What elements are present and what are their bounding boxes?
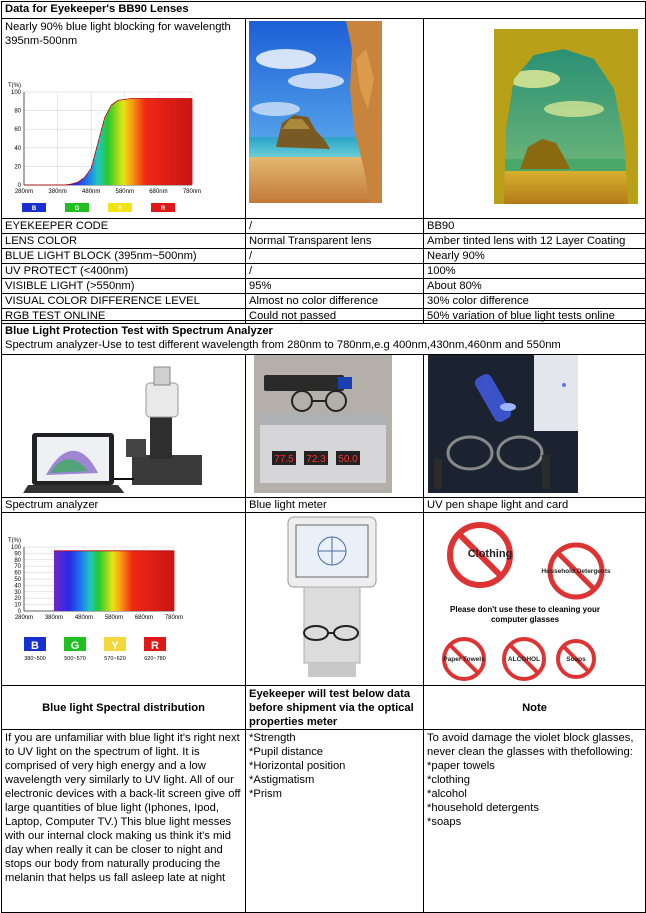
- spec-row-normal: Normal Transparent lens: [246, 234, 424, 249]
- note-item: *household detergents: [427, 801, 642, 815]
- chart-x-tick-label: 380nm: [45, 615, 63, 621]
- lensmeter-photo: [246, 513, 424, 681]
- spectrum-analyzer-photo-cell: [2, 355, 246, 498]
- spectrum-area-slice: [190, 99, 192, 185]
- spec-row-bb90: Amber tinted lens with 12 Layer Coating: [424, 234, 646, 249]
- note-intro: To avoid damage the violet block glasses, never clean the glasses with thefollowing:: [427, 731, 642, 759]
- chart-y-tick-label: 0: [18, 183, 22, 189]
- section-title-spectrum: Blue Light Protection Test with Spectrum Analyzer: [5, 324, 642, 338]
- spec-row-bb90: 50% variation of blue light tests online: [424, 309, 646, 324]
- label-paper: Paper Towels: [443, 656, 485, 663]
- chart-x-tick-label: 480nm: [75, 615, 93, 621]
- spectrum-analyzer-photo: [2, 355, 246, 493]
- test-item: *Prism: [249, 787, 420, 801]
- test-item: *Astigmatism: [249, 773, 420, 787]
- header-test-data: Eyekeeper will test below data before shipment via the optical properties meter: [246, 686, 424, 730]
- chart-y-tick-label: 70: [14, 564, 21, 570]
- chart-x-tick-label: 780nm: [183, 189, 201, 195]
- chart-y-axis-label: T(%): [8, 538, 21, 544]
- caption-uv-pen: UV pen shape light and card: [424, 498, 646, 513]
- header-note: Note: [424, 686, 646, 730]
- legend-letter: G: [71, 640, 80, 652]
- spec-row-normal: 95%: [246, 279, 424, 294]
- meter-reading-2: 72.3: [306, 454, 326, 465]
- spec-row-label: BLUE LIGHT BLOCK (395nm~500nm): [2, 249, 246, 264]
- blue-light-meter-photo-cell: [246, 355, 424, 498]
- chart-y-tick-label: 80: [14, 109, 21, 115]
- chart-y-tick-label: 20: [14, 596, 21, 602]
- meter-reading-3: 50.0: [338, 454, 358, 465]
- label-clothing: Clothing: [468, 548, 513, 560]
- legend-letter: Y: [118, 206, 122, 212]
- spec-row-label: RGB TEST ONLINE: [2, 309, 246, 324]
- spec-row-bb90: 30% color difference: [424, 294, 646, 309]
- spec-row-label: UV PROTECT (<400nm): [2, 264, 246, 279]
- warning-text-wrapper: [434, 605, 616, 633]
- spec-row-normal: /: [246, 264, 424, 279]
- spectrum-area-slice: [173, 551, 175, 611]
- legend-letter: R: [161, 206, 166, 212]
- cleaning-warning-graphic: [424, 513, 646, 681]
- spec-row-label: VISUAL COLOR DIFFERENCE LEVEL: [2, 294, 246, 309]
- lensmeter-photo-cell: [246, 513, 424, 686]
- chart-y-tick-label: 10: [14, 603, 21, 609]
- legend-letter: B: [31, 640, 39, 652]
- chart-y-tick-label: 60: [14, 571, 21, 577]
- chart1-cell: [2, 19, 246, 219]
- spec-row-normal: Almost no color difference: [246, 294, 424, 309]
- cleaning-warning-cell: [424, 513, 646, 686]
- chart-x-tick-label: 580nm: [116, 189, 134, 195]
- cleaning-note: [424, 730, 646, 913]
- blue-light-explanation: If you are unfamiliar with blue light it's right next to UV light on the spectrum of light. It is comprised of very high energy and a low wavelength very similarly to UV light. All of our electronic devices with a back-lit screen give off large quantities of blue light (Iphones, Ipod, Laptop, Computer TV.) This blue light messes with our internal clock making us think it's mid day when really it can be closer to night and stops our body from naturally producing the melanin that helps us fall asleep late at night: [2, 730, 246, 913]
- chart-y-axis-label: T(%): [8, 83, 21, 89]
- note-item: *soaps: [427, 815, 642, 829]
- spec-row-bb90: About 80%: [424, 279, 646, 294]
- section-title-lens-data: Data for Eyekeeper's BB90 Lenses: [2, 2, 646, 19]
- spec-row-label: EYEKEEPER CODE: [2, 219, 246, 234]
- transmission-chart: [2, 55, 245, 213]
- chart-y-tick-label: 80: [14, 558, 21, 564]
- amber-lens-photo-cell: [424, 19, 646, 219]
- spectral-distribution-chart: [2, 513, 246, 681]
- test-item: *Strength: [249, 731, 420, 745]
- chart-y-tick-label: 40: [14, 583, 21, 589]
- header-spectral-distribution: Blue light Spectral distribution: [2, 686, 246, 730]
- test-item: *Horizontal position: [249, 759, 420, 773]
- note-item: *clothing: [427, 773, 642, 787]
- beach-photo-amber: [424, 19, 646, 214]
- spec-row-normal: /: [246, 249, 424, 264]
- legend-range: 620~780: [144, 656, 166, 662]
- uv-pen-photo-cell: [424, 355, 646, 498]
- label-household: Household Detergents: [541, 568, 611, 575]
- spec-row-bb90: Nearly 90%: [424, 249, 646, 264]
- legend-letter: Y: [111, 640, 119, 652]
- blue-light-meter-photo: [246, 355, 424, 493]
- chart2-cell: [2, 513, 246, 686]
- legend-letter: R: [151, 640, 159, 652]
- label-alcohol: ALCOHOL: [508, 656, 540, 663]
- spec-row-bb90: BB90: [424, 219, 646, 234]
- section-spectrum-header: [2, 321, 646, 355]
- spec-row-normal: /: [246, 219, 424, 234]
- spec-row-normal: Could not passed: [246, 309, 424, 324]
- chart-y-tick-label: 50: [14, 577, 21, 583]
- caption-blue-light-meter: Blue light meter: [246, 498, 424, 513]
- beach-photo-normal: [246, 19, 424, 214]
- chart-x-tick-label: 480nm: [82, 189, 100, 195]
- chart-y-tick-label: 20: [14, 164, 21, 170]
- chart-y-tick-label: 60: [14, 127, 21, 133]
- chart-y-tick-label: 90: [14, 551, 21, 557]
- caption-spectrum-analyzer: Spectrum analyzer: [2, 498, 246, 513]
- chart-x-tick-label: 680nm: [149, 189, 167, 195]
- label-soaps: Soaps: [566, 656, 586, 663]
- test-data-list: [246, 730, 424, 913]
- legend-range: 380~500: [24, 656, 46, 662]
- chart-y-tick-label: 30: [14, 590, 21, 596]
- section-subtitle-spectrum: Spectrum analyzer-Use to test different wavelength from 280nm to 780nm,e.g 400nm,430nm,460nm and 550nm: [5, 338, 642, 352]
- chart-x-tick-label: 680nm: [135, 615, 153, 621]
- meter-reading-1: 77.5: [274, 454, 294, 465]
- chart-y-tick-label: 0: [18, 609, 22, 615]
- legend-range: 500~570: [64, 656, 86, 662]
- legend-letter: G: [75, 206, 80, 212]
- chart-y-tick-label: 100: [11, 90, 22, 96]
- chart-x-tick-label: 280nm: [15, 615, 33, 621]
- test-item: *Pupil distance: [249, 745, 420, 759]
- legend-letter: B: [32, 206, 37, 212]
- lens-data-table: [1, 1, 646, 324]
- spec-row-bb90: 100%: [424, 264, 646, 279]
- chart-y-tick-label: 100: [11, 545, 22, 551]
- chart-y-tick-label: 40: [14, 146, 21, 152]
- chart-x-tick-label: 280nm: [15, 189, 33, 195]
- uv-pen-photo: [424, 355, 646, 493]
- chart-x-tick-label: 380nm: [48, 189, 66, 195]
- spec-row-label: VISIBLE LIGHT (>550nm): [2, 279, 246, 294]
- chart1-subtitle: Nearly 90% blue light blocking for wavelength 395nm-500nm: [5, 20, 243, 48]
- legend-range: 570~620: [104, 656, 126, 662]
- spec-row-label: LENS COLOR: [2, 234, 246, 249]
- warning-text: Please don't use these to cleaning your computer glasses: [434, 605, 616, 625]
- normal-lens-photo-cell: [246, 19, 424, 219]
- chart-x-tick-label: 580nm: [105, 615, 123, 621]
- chart-x-tick-label: 780nm: [165, 615, 183, 621]
- note-item: *alcohol: [427, 787, 642, 801]
- note-item: *paper towels: [427, 759, 642, 773]
- spectrum-analyzer-table: [1, 320, 646, 913]
